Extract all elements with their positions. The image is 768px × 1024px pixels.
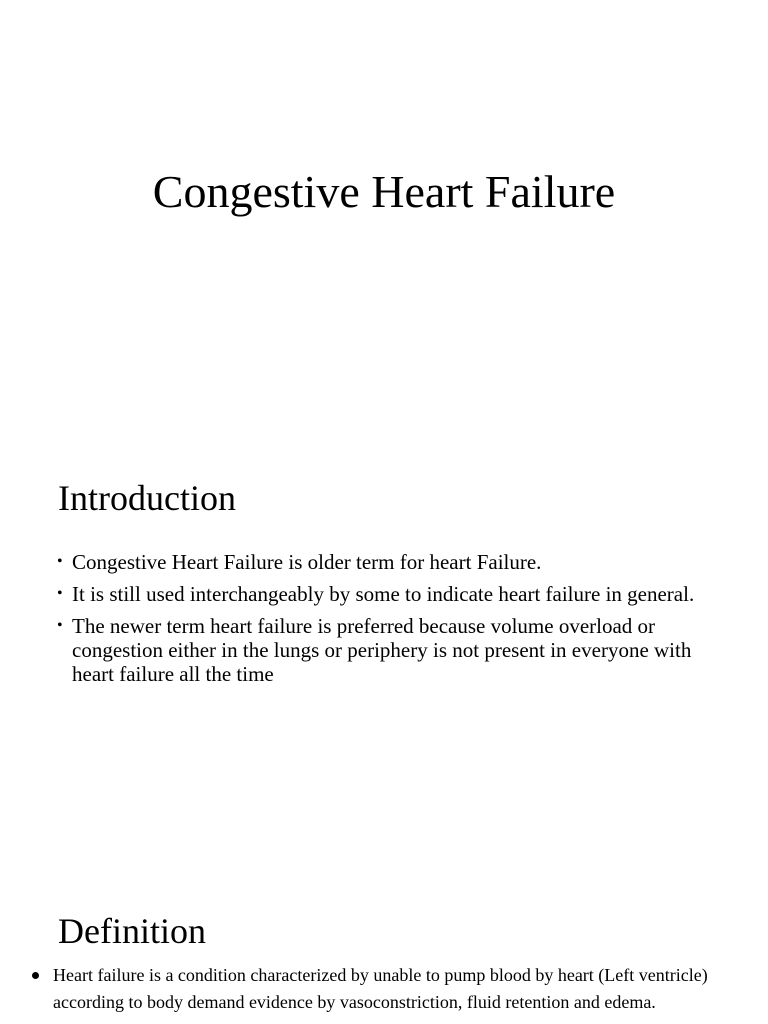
list-item — [57, 614, 707, 686]
list-item-text: Heart failure is a condition characterized by unable to pump blood by heart (Left ventricle) according to body demand evidence by vasoconstriction, fluid retention and edema. — [53, 965, 708, 1012]
list-item — [57, 582, 707, 606]
list-item-text: Congestive Heart Failure is older term for heart Failure. — [72, 550, 542, 574]
list-item-text: The newer term heart failure is preferred because volume overload or congestion either in the lungs or periphery is not present in everyone with heart failure all the time — [72, 614, 692, 686]
introduction-heading: Introduction — [58, 478, 236, 518]
bullet-icon: • — [57, 553, 63, 570]
definition-heading: Definition — [58, 911, 206, 951]
list-item-text: It is still used interchangeably by some to indicate heart failure in general. — [72, 582, 695, 606]
bullet-icon: • — [57, 585, 63, 602]
bullet-icon: • — [57, 617, 63, 634]
list-item — [30, 962, 720, 1016]
list-item — [57, 550, 707, 574]
bullet-icon — [32, 972, 39, 979]
introduction-list — [57, 550, 707, 694]
slide-title: Congestive Heart Failure — [152, 166, 616, 217]
definition-list — [30, 962, 720, 1016]
